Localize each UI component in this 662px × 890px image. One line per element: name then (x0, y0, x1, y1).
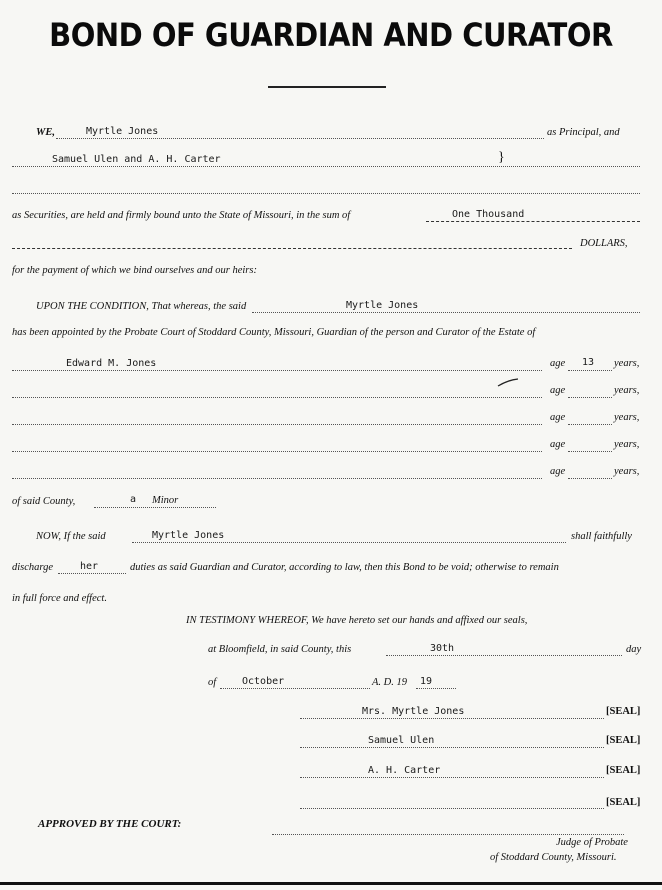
ward-name: Edward M. Jones (66, 358, 157, 369)
sum-continuation-line (12, 248, 572, 249)
year-value: 19 (420, 676, 433, 687)
age-line (568, 424, 612, 425)
age-label: age (550, 412, 566, 423)
age-line (568, 397, 612, 398)
age-label: age (550, 439, 566, 450)
dollars-label: DOLLARS, (580, 238, 628, 249)
of-label: of (208, 677, 217, 688)
blank-line (12, 193, 640, 194)
pronoun: her (80, 561, 99, 572)
condition-name: Myrtle Jones (346, 300, 419, 311)
bottom-rule (0, 882, 662, 885)
signature-line (300, 777, 604, 778)
we-label: WE, (36, 127, 55, 138)
shall-faithfully-text: shall faithfully (571, 531, 632, 542)
ward-age: 13 (582, 357, 595, 368)
day-label: day (626, 644, 642, 655)
years-label: years, (614, 385, 640, 396)
county-label: of Stoddard County, Missouri. (490, 852, 617, 863)
day-line (386, 655, 622, 656)
discharge-text: discharge (12, 562, 54, 573)
judge-line (272, 834, 624, 835)
sum-amount: One Thousand (452, 209, 525, 220)
principal-name: Myrtle Jones (86, 126, 159, 137)
day-value: 30th (430, 643, 455, 654)
title-rule (268, 86, 386, 88)
seal-label: [SEAL] (606, 765, 641, 776)
as-principal-text: as Principal, and (547, 127, 620, 138)
condition-line (252, 312, 640, 313)
age-line (568, 451, 612, 452)
now-name: Myrtle Jones (152, 530, 225, 541)
appointed-text: has been appointed by the Probate Court of Stoddard County, Missouri, Guardian of the person and Curator of the Estate of (12, 327, 536, 338)
signature-name: Samuel Ulen (368, 735, 435, 746)
now-text: NOW, If the said (36, 531, 106, 542)
bracket-mark: } (498, 150, 505, 165)
signature-line (300, 747, 604, 748)
judge-label: Judge of Probate (556, 837, 628, 848)
condition-text: UPON THE CONDITION, That whereas, the said (36, 301, 247, 312)
age-label: age (550, 358, 566, 369)
securities-text: as Securities, are held and firmly bound unto the State of Missouri, in the sum of (12, 210, 351, 221)
full-force-text: in full force and effect. (12, 593, 107, 604)
seal-label: [SEAL] (606, 735, 641, 746)
age-line (568, 478, 612, 479)
age-label: age (550, 466, 566, 477)
document-title: BOND OF GUARDIAN AND CURATOR (49, 16, 613, 54)
securities-names: Samuel Ulen and A. H. Carter (52, 154, 221, 165)
signature-name: Mrs. Myrtle Jones (362, 706, 465, 717)
seal-label: [SEAL] (606, 797, 641, 808)
ad-label: A. D. 19 (372, 677, 407, 688)
years-label: years, (614, 412, 640, 423)
ward-line (12, 424, 542, 425)
month-value: October (242, 676, 285, 687)
ward-line (12, 478, 542, 479)
years-label: years, (614, 439, 640, 450)
years-label: years, (614, 358, 640, 369)
ward-line (12, 397, 542, 398)
minor-label: Minor (152, 495, 179, 506)
payment-text: for the payment of which we bind ourselves and our heirs: (12, 265, 257, 276)
minor-article: a (130, 494, 137, 505)
seal-label: [SEAL] (606, 706, 641, 717)
age-line (568, 370, 612, 371)
years-label: years, (614, 466, 640, 477)
age-label: age (550, 385, 566, 396)
signature-line (300, 808, 604, 809)
testimony-text: IN TESTIMONY WHEREOF, We have hereto set our hands and affixed our seals, (186, 615, 528, 626)
pen-stroke (496, 378, 520, 388)
signature-name: A. H. Carter (368, 765, 441, 776)
approved-label: APPROVED BY THE COURT: (38, 818, 182, 830)
ward-line (12, 451, 542, 452)
duties-text: duties as said Guardian and Curator, according to law, then this Bond to be void; otherwise to remain (130, 562, 559, 573)
of-said-county-text: of said County, (12, 496, 76, 507)
at-bloomfield-text: at Bloomfield, in said County, this (208, 644, 352, 655)
